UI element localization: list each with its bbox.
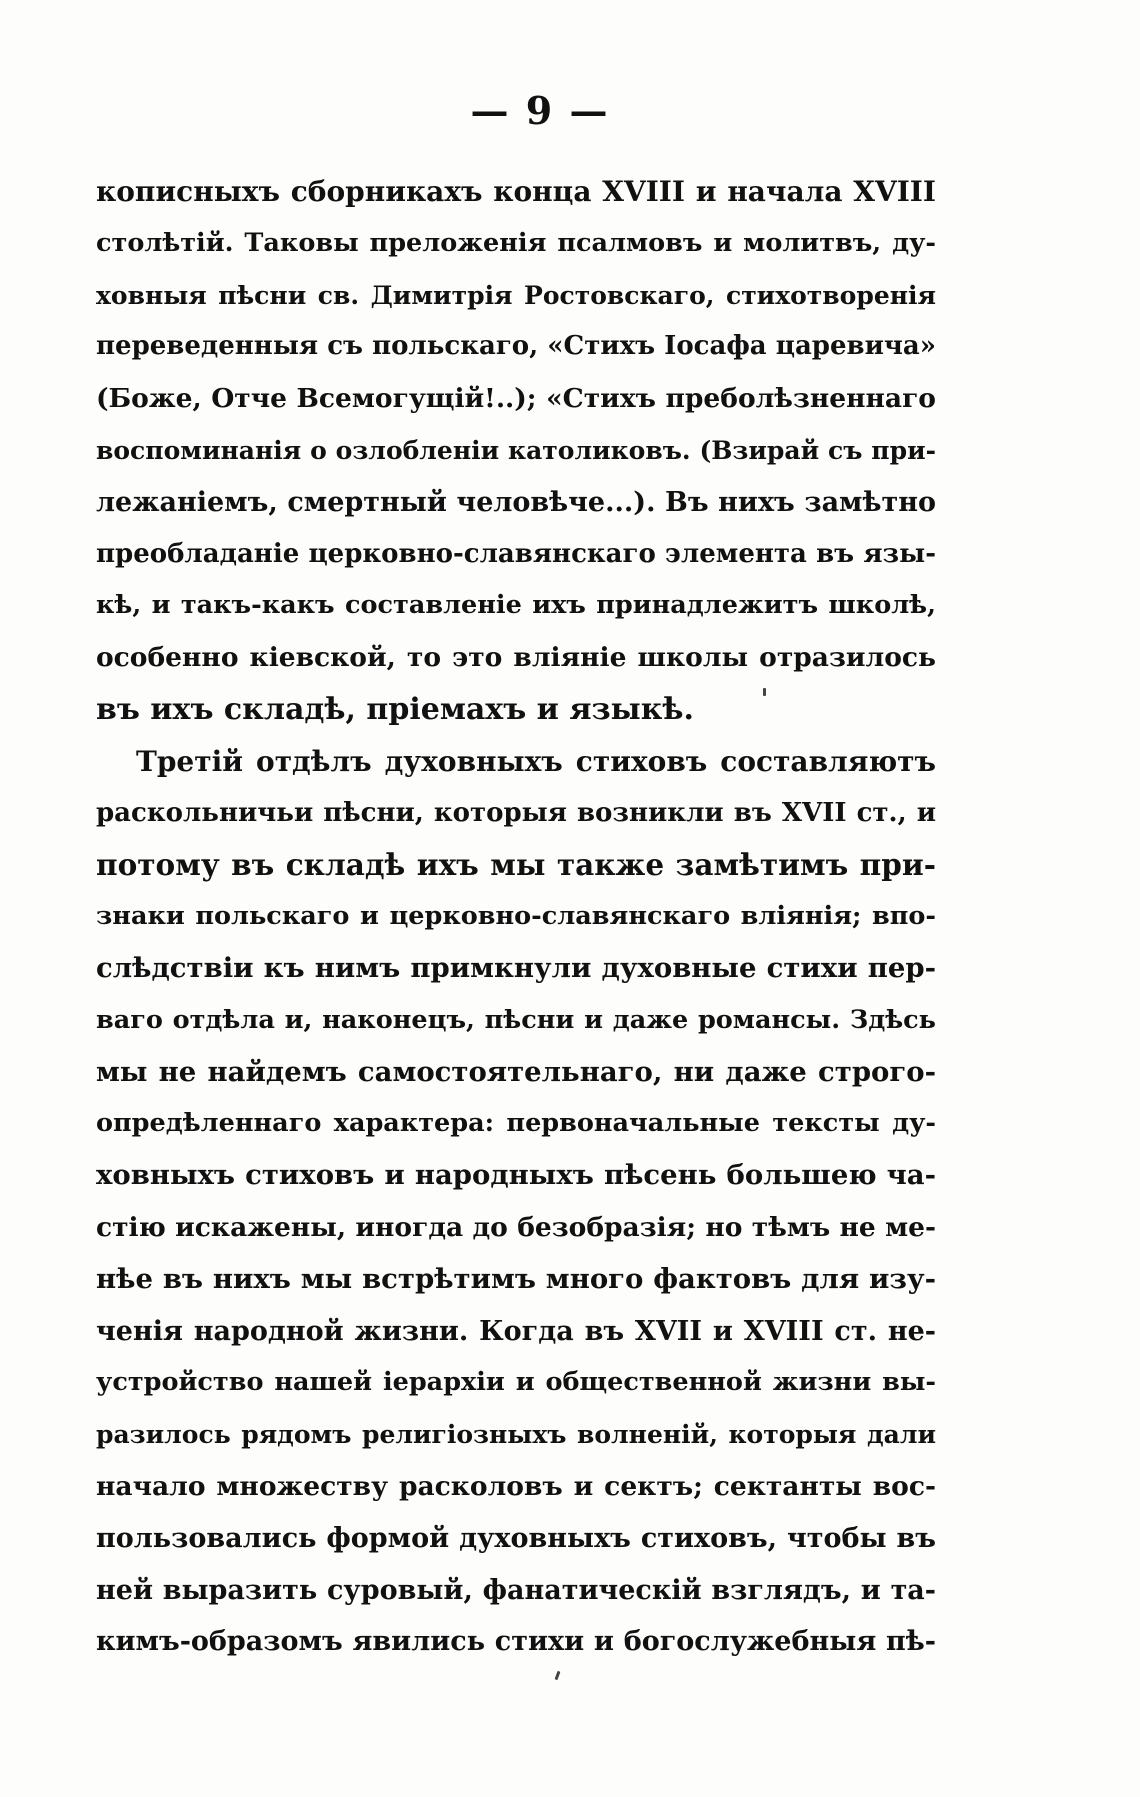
text-line: нѣе въ нихъ мы встрѣтимъ много фактовъ для изу- xyxy=(96,1262,936,1295)
text-line: разилось рядомъ религіозныхъ волненій, которыя дали xyxy=(96,1420,936,1450)
text-line: слѣдствіи къ нимъ примкнули духовные стихи пер- xyxy=(96,951,936,984)
text-line: мы не найдемъ самостоятельнаго, ни даже строго- xyxy=(96,1055,936,1088)
text-line: кимъ-образомъ явились стихи и богослужебныя пѣ- xyxy=(96,1626,936,1658)
text-line: воспоминанія о озлобленіи католиковъ. (Взирай съ при- xyxy=(96,435,936,465)
text-line: (Боже, Отче Всемогущій!..); «Стихъ преболѣзненнаго xyxy=(96,383,936,415)
text-line: пользовались формой духовныхъ стиховъ, чтобы въ xyxy=(96,1522,936,1554)
text-line: ваго отдѣла и, наконецъ, пѣсни и даже романсы. Здѣсь xyxy=(96,1004,936,1035)
text-line: ней выразить суровый, фанатическій взглядъ, и та- xyxy=(96,1574,936,1606)
body-text xyxy=(96,166,936,1668)
paragraph-end-line: въ ихъ складѣ, пріемахъ и языкѣ. xyxy=(96,691,694,727)
ink-speck xyxy=(763,688,766,696)
ink-speck xyxy=(555,1671,561,1680)
text-line: кописныхъ сборникахъ конца XVIII и начала XVIII xyxy=(96,175,936,208)
text-line: потому въ складѣ ихъ мы также замѣтимъ при- xyxy=(96,847,936,883)
text-line: знаки польскаго и церковно-славянскаго вліянія; впо- xyxy=(96,901,936,932)
text-line: ховныя пѣсни св. Димитрія Ростовскаго, стихотворенія xyxy=(96,280,936,310)
text-line: стію искажены, иногда до безобразія; но тѣмъ не ме- xyxy=(96,1211,936,1243)
text-line: ченія народной жизни. Когда въ XVII и XVIII ст. не- xyxy=(96,1315,936,1347)
text-line: переведенныя съ польскаго, «Стихъ Іосафа царевича» xyxy=(96,331,936,362)
text-line: начало множеству расколовъ и сектъ; сектанты вос- xyxy=(96,1470,936,1502)
text-line: столѣтій. Таковы преложенія псалмовъ и молитвъ, ду- xyxy=(96,227,936,258)
text-line: кѣ, и такъ-какъ составленіе ихъ принадлежитъ школѣ, xyxy=(96,590,936,621)
text-line: лежаніемъ, смертный человѣче...). Въ нихъ замѣтно xyxy=(96,486,936,518)
text-line: опредѣленнаго характера: первоначальные тексты ду- xyxy=(96,1108,936,1139)
paragraph-start-line: Третій отдѣлъ духовныхъ стиховъ составляютъ xyxy=(136,744,936,778)
text-line: ховныхъ стиховъ и народныхъ пѣсень большею ча- xyxy=(96,1159,936,1192)
text-line: раскольничьи пѣсни, которыя возникли въ XVII ст., и xyxy=(96,797,936,828)
text-line: преобладаніе церковно-славянскаго элемента въ язы- xyxy=(96,538,936,569)
text-line: устройство нашей іерархіи и общественной жизни вы- xyxy=(96,1367,936,1398)
text-line: особенно кіевской, то это вліяніе школы отразилось xyxy=(96,642,936,674)
page-number: — 9 — xyxy=(470,88,610,133)
